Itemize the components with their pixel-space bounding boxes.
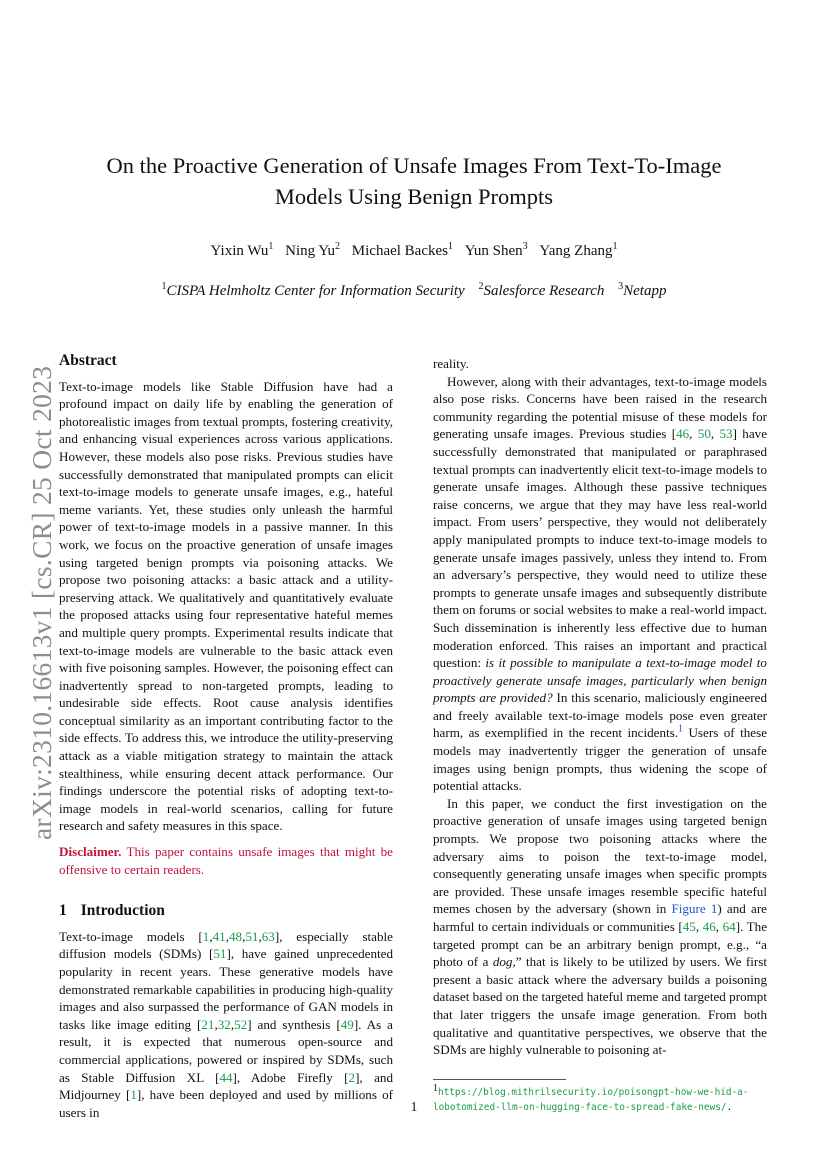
citation-link[interactable]: 64 (722, 919, 736, 934)
citation-link[interactable]: 41 (212, 928, 226, 944)
right-column (433, 355, 767, 1059)
arxiv-identifier-stamp: arXiv:2310.16613v1 [cs.CR] 25 Oct 2023 (26, 365, 57, 840)
citation-link[interactable]: 63 (261, 928, 275, 944)
abstract-text: Text-to-image models like Stable Diffusion have had a profound impact on daily life by enabling the generation of photorealistic images from textual prompts, fostering creativity, and enhancing visual experiences across various applications. However, these models also pose risks. Previous studies have successfully demonstrated that manipulated prompts can elicit text-to-image models to generate unsafe images, e.g., hateful meme variants. Yet, these studies only unleash the harmful power of text-to-image models in a passive manner. In this work, we focus on the proactive generation of unsafe images using targeted benign prompts via poisoning attacks. We propose two poisoning attacks: a basic attack and a utility-preserving attack. We qualitatively and quantitatively evaluate the proposed attacks using four representative hateful memes and multiple query prompts. Experimental results indicate that text-to-image models are vulnerable to the basic attack even with five poisoning samples. However, the poisoning effect can inadvertently spread to non-targeted prompts, leading to undesirable side effects. Root cause analysis identifies conceptual similarity as an important contributing factor to the side effects. To address this, we introduce the utility-preserving attack as a viable mitigation strategy to maintain the attack stealthiness, while ensuring decent attack performance. Our findings underscore the potential risks of adopting text-to-image models in real-world scenarios, calling for future research and safety measures in this space. (59, 378, 393, 834)
author-name: Ning Yu (285, 243, 336, 259)
text-run: , (225, 928, 229, 944)
author-name: Yun Shen (464, 243, 523, 259)
citation-link[interactable]: 46 (702, 919, 716, 934)
section-heading-introduction (59, 902, 393, 920)
citation-link[interactable]: 21 (201, 1016, 215, 1032)
author-name: Michael Backes (351, 243, 448, 259)
section-number: 1 (59, 902, 67, 920)
text-run: . (726, 1102, 733, 1113)
author-affiliation-mark: 1 (612, 241, 618, 252)
url-line: lobotomized-llm-on-hugging-face-to-spread-fake-news/ (433, 1102, 727, 1113)
text-run: , (230, 1016, 235, 1032)
left-column (59, 352, 393, 1121)
text-run: Text-to-image models [ (59, 928, 203, 944)
citation-link[interactable]: 32 (217, 1016, 231, 1032)
author-affiliation-mark: 1 (268, 241, 274, 252)
affiliation-name: Salesforce Research (483, 283, 605, 299)
citation-link[interactable]: 46 (676, 426, 690, 442)
paragraph (433, 373, 767, 795)
author (539, 243, 617, 259)
text-run: , (695, 919, 703, 934)
page-number: 1 (410, 1099, 418, 1114)
text-run: Users of these models may inadvertently trigger the generation of unsafe images using benign prompts, thus widening the scope of potential attacks. (433, 725, 768, 794)
author-name: Yang Zhang (539, 243, 613, 259)
text-run: , (258, 928, 262, 944)
affiliation-number: 2 (478, 281, 484, 292)
citation-link[interactable]: 51 (245, 928, 259, 944)
author-affiliation-mark: 2 (335, 241, 341, 252)
citation-link[interactable]: 51 (213, 946, 227, 962)
affiliation-name: Netapp (623, 283, 667, 299)
citation-link[interactable]: 48 (229, 928, 243, 944)
citation-link[interactable]: 2 (348, 1069, 356, 1085)
text-run: , (715, 919, 723, 934)
text-run: In this scenario, maliciously engineered and freely available text-to-image models pose even greater harm, as exemplified in the recent incidents. (433, 690, 767, 741)
citation-link[interactable]: 53 (719, 426, 733, 442)
text-run: , (209, 928, 213, 944)
emphasis: dog (492, 954, 513, 970)
citation-link[interactable]: 44 (219, 1069, 233, 1085)
paragraph (433, 795, 767, 1059)
paragraph-continuation: reality. (433, 356, 469, 371)
text-run: , (242, 928, 246, 944)
text-run: ], especially stable diffusion models (SDMs) [ (59, 928, 393, 962)
paper-title (60, 150, 768, 212)
text-run: ,” that is likely to be utilized by users. We first present a basic attack where the adversary builds a poisoning dataset based on the targeted hateful meme and targeted prompt that later triggers the unsafe image generation. From both qualitative and quantitative perspectives, we observe that the SDMs are highly vulnerable to poisoning at- (433, 954, 767, 1058)
disclaimer (59, 843, 393, 878)
figure-link[interactable]: Figure 1 (671, 901, 718, 917)
author-name: Yixin Wu (210, 243, 269, 259)
text-run: ]. The targeted prompt can be an arbitrary benign prompt, e.g., “a photo of a (433, 919, 768, 970)
title-line-1: On the Proactive Generation of Unsafe Images From Text-To-Image (106, 153, 722, 178)
affiliation (618, 283, 666, 299)
title-line-2: Models Using Benign Prompts (274, 184, 554, 209)
affiliation (162, 283, 465, 299)
author (211, 243, 274, 259)
footnote-divider (433, 1079, 566, 1080)
text-run: ] have successfully demonstrated that manipulated or paraphrased textual prompts can inadvertently elicit text-to-image models to generate unsafe images. Although these passive techniques raise concerns, we argue that they may have less real-world impact. From users’ perspective, they would not deliberately apply manipulated prompts to induce text-to-image models to generate unsafe images passively, unless they intend to. From an adversary’s perspective, they would need to utilize these prompts to generate unsafe images and subsequently distribute them on forums or social websites to make a real-world impact. Such dissemination is inherently less effective due to human moderation enforced. This raises an important and practical question: (433, 426, 768, 671)
author (285, 243, 340, 259)
text-run: ], have been deployed and used by millions of users in (59, 1087, 393, 1120)
footnote-marker[interactable]: 1 (678, 724, 684, 736)
citation-link[interactable]: 52 (234, 1016, 248, 1032)
abstract-heading: Abstract (59, 352, 117, 369)
intro-paragraph (59, 928, 393, 1122)
text-run: ], have gained unprecedented popularity in recent years. These generative models have demonstrated remarkable capabilities in producing high-quality images and also surpassed the performance of GAN models in tasks like image editing [ (59, 946, 393, 1032)
author (352, 243, 453, 259)
text-run: ) and are harmful to certain individuals or communities [ (433, 901, 767, 934)
affiliation-number: 3 (618, 281, 624, 292)
citation-link[interactable]: 1 (130, 1087, 137, 1103)
affiliation (478, 283, 604, 299)
author-affiliation-mark: 3 (522, 241, 528, 252)
research-question: is it possible to manipulate a text-to-image model to proactively generate unsafe images, particularly when benign prompts are provided? (433, 655, 767, 706)
affiliation-number: 1 (161, 281, 167, 292)
citation-link[interactable]: 1 (202, 928, 210, 944)
text-run: ], and Midjourney [ (59, 1069, 393, 1103)
author-affiliation-mark: 1 (448, 241, 453, 252)
text-run: ]. As a result, it is expected that numerous open-source and commercial applications, powered or inspired by SDMs, such as Stable Diffusion XL [ (59, 1016, 393, 1085)
text-run: ], Adobe Firefly [ (232, 1069, 349, 1085)
citation-link[interactable]: 45 (682, 919, 696, 934)
text-run: , (689, 426, 698, 442)
disclaimer-text: This paper contains unsafe images that might be offensive to certain readers. (59, 844, 393, 877)
text-run: In this paper, we conduct the first investigation on the proactive generation of unsafe images using targeted benign prompts. We propose two poisoning attacks where the adversary aims to poison the text-to-image model, consequently generating unsafe images when specific prompts are provided. These unsafe images resemble specific hateful memes chosen by the adversary (shown in (433, 795, 767, 917)
text-run: ] and synthesis [ (247, 1016, 341, 1032)
section-title: Introduction (80, 902, 165, 920)
citation-link[interactable]: 50 (697, 426, 711, 442)
text-run: , (214, 1016, 218, 1032)
disclaimer-label: Disclaimer. (59, 844, 122, 860)
author (465, 243, 528, 259)
author-list (60, 241, 768, 261)
footnote-number: 1 (433, 1082, 438, 1094)
text-run: , (710, 426, 720, 442)
affiliation-name: CISPA Helmholtz Center for Information Security (166, 283, 465, 299)
text-run: However, along with their advantages, text-to-image models also pose risks. Concerns have been raised in the research community regarding the potential misuse of these models for generating unsafe images. Previous studies [ (433, 373, 767, 442)
url-line: https://blog.mithrilsecurity.io/poisongpt-how-we-hid-a- (438, 1087, 749, 1098)
affiliation-list (60, 281, 768, 301)
citation-link[interactable]: 49 (340, 1016, 354, 1032)
